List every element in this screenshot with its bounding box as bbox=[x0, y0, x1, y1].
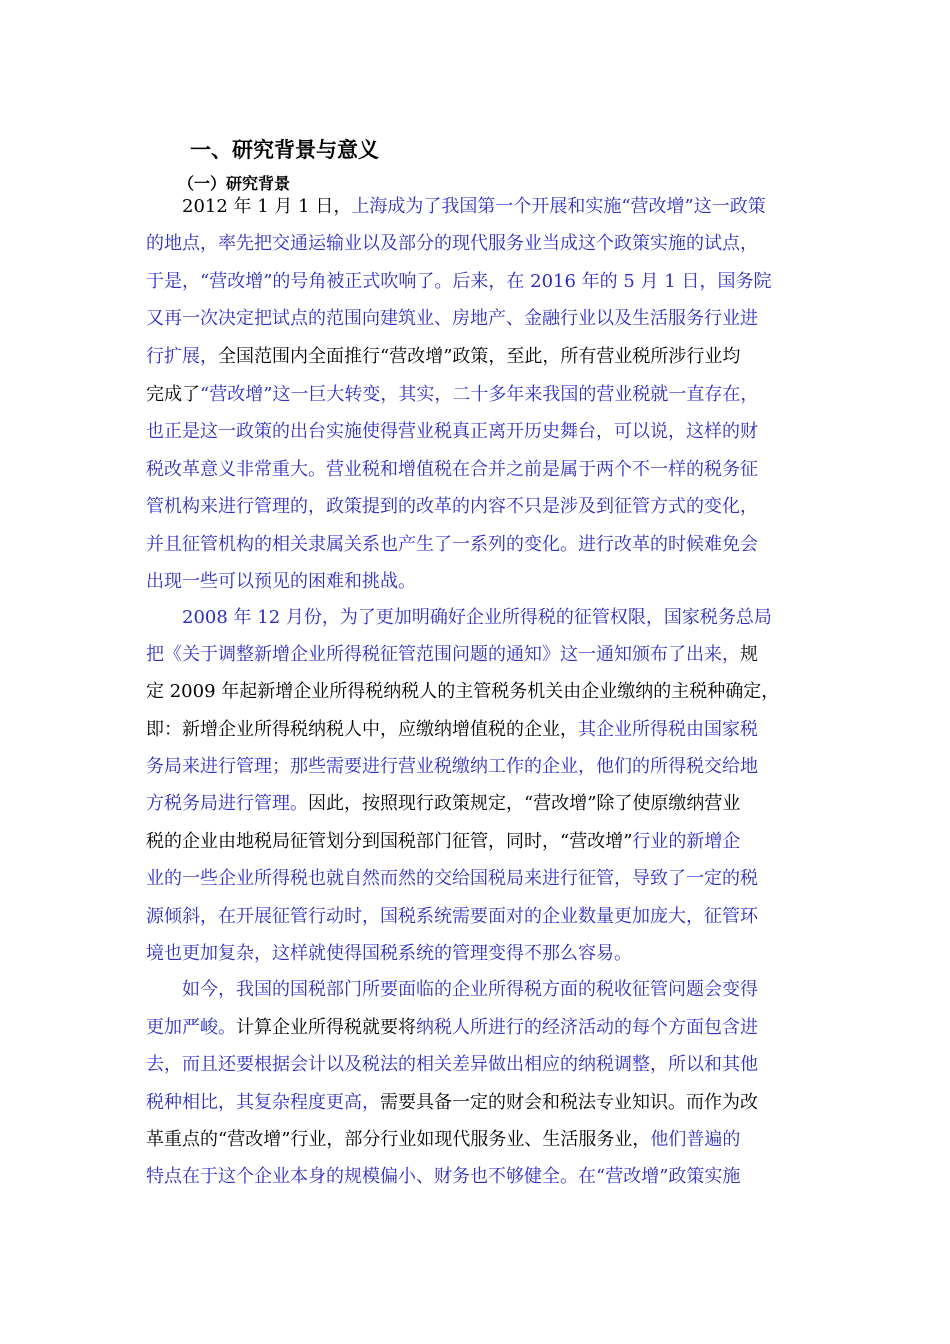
text-run: 他们普遍的 bbox=[650, 1129, 741, 1150]
text-line bbox=[146, 417, 816, 447]
text-line bbox=[182, 975, 816, 1005]
section-heading: 一、研究背景与意义 bbox=[190, 138, 379, 162]
text-line bbox=[146, 789, 816, 819]
text-line bbox=[146, 229, 816, 259]
text-line bbox=[146, 1013, 816, 1043]
text-run: 去，而且还要根据会计以及税法的相关差异做出相应的纳税调整，所以和其他 bbox=[146, 1054, 758, 1075]
text-run: 因此，按照现行政策规定，“营改增”除了使原缴纳营业 bbox=[308, 793, 741, 814]
text-line bbox=[146, 530, 816, 560]
text-line bbox=[146, 455, 816, 485]
text-run: 更加严峻。 bbox=[146, 1017, 236, 1038]
text-run: 税种相比，其复杂程度更高， bbox=[146, 1092, 380, 1113]
text-line bbox=[146, 492, 816, 522]
text-line bbox=[146, 752, 816, 782]
text-line bbox=[182, 192, 816, 222]
text-run: “营改增”这一巨大转变，其实，二十多年来我国的营业税就一直存在， bbox=[200, 384, 759, 405]
text-line bbox=[146, 715, 816, 745]
text-run: 于是，“营改增”的号角被正式吹响了。后来，在 2016 年的 5 月 1 日，国务院 bbox=[146, 271, 772, 292]
text-run: 又再一次决定把试点的范围向建筑业、房地产、金融行业以及生活服务行业进 bbox=[146, 308, 758, 329]
text-run: 的地点，率先把交通运输业以及部分的现代服务业当成这个政策实施的试点， bbox=[146, 233, 758, 254]
text-line bbox=[146, 939, 816, 969]
text-run: 定 2009 年起新增企业所得税纳税人的主管税务机关由企业缴纳的主税种确定， bbox=[146, 681, 780, 702]
text-run: 上海成为了我国第一个开展和实施“营改增”这一政策 bbox=[351, 196, 766, 217]
text-line bbox=[146, 1125, 816, 1155]
subsection-heading: （一）研究背景 bbox=[178, 174, 291, 193]
text-line bbox=[146, 1050, 816, 1080]
text-line bbox=[146, 864, 816, 894]
text-run: 源倾斜，在开展征管行动时，国税系统需要面对的企业数量更加庞大，征管环 bbox=[146, 906, 758, 927]
text-run: 即：新增企业所得税纳税人中，应缴纳增值税的企业， bbox=[146, 719, 578, 740]
text-run: 出现一些可以预见的困难和挑战。 bbox=[146, 571, 416, 592]
text-line bbox=[146, 1088, 816, 1118]
text-run: 2008 年 12 月份，为了更加明确好企业所得税的征管权限，国家税务总局 bbox=[182, 607, 772, 628]
text-run: 计算企业所得税就要将 bbox=[236, 1017, 416, 1038]
text-run: 管机构来进行管理的，政策提到的改革的内容不只是涉及到征管方式的变化， bbox=[146, 496, 758, 517]
text-line bbox=[146, 640, 816, 670]
text-run: 务局来进行管理；那些需要进行营业税缴纳工作的企业，他们的所得税交给地 bbox=[146, 756, 758, 777]
text-run: 税改革意义非常重大。营业税和增值税在合并之前是属于两个不一样的税务征 bbox=[146, 459, 758, 480]
text-line bbox=[146, 342, 816, 372]
text-run: 行扩展， bbox=[146, 346, 218, 367]
text-run: 规 bbox=[740, 644, 758, 665]
text-run: 税的企业由地税局征管划分到国税部门征管，同时，“营改增” bbox=[146, 831, 633, 852]
text-line bbox=[146, 902, 816, 932]
text-run: 并且征管机构的相关隶属关系也产生了一系列的变化。进行改革的时候难免会 bbox=[146, 534, 758, 555]
text-run: 业的一些企业所得税也就自然而然的交给国税局来进行征管，导致了一定的税 bbox=[146, 868, 758, 889]
text-run: 需要具备一定的财会和税法专业知识。而作为改 bbox=[380, 1092, 758, 1113]
text-line bbox=[146, 267, 816, 297]
text-line bbox=[146, 1162, 816, 1192]
text-line bbox=[146, 567, 816, 597]
text-run: 革重点的“营改增”行业，部分行业如现代服务业、生活服务业， bbox=[146, 1129, 651, 1150]
text-run: 其企业所得税由国家税 bbox=[578, 719, 758, 740]
text-run: 全国范围内全面推行“营改增”政策，至此，所有营业税所涉行业均 bbox=[218, 346, 741, 367]
text-run: 把《关于调整新增企业所得税征管范围问题的通知》这一通知颁布了出来， bbox=[146, 644, 740, 665]
text-line bbox=[146, 380, 816, 410]
text-line bbox=[182, 603, 816, 633]
text-line bbox=[146, 827, 816, 857]
text-run: 境也更加复杂，这样就使得国税系统的管理变得不那么容易。 bbox=[146, 943, 632, 964]
text-line bbox=[146, 677, 816, 707]
text-run: 纳税人所进行的经济活动的每个方面包含进 bbox=[416, 1017, 758, 1038]
text-run: 也正是这一政策的出台实施使得营业税真正离开历史舞台，可以说，这样的财 bbox=[146, 421, 758, 442]
text-run: 行业的新增企 bbox=[632, 831, 741, 852]
text-run: 2012 年 1 月 1 日， bbox=[182, 196, 352, 217]
text-run: 特点在于这个企业本身的规模偏小、财务也不够健全。在“营改增”政策实施 bbox=[146, 1166, 741, 1187]
text-run: 如今，我国的国税部门所要面临的企业所得税方面的税收征管问题会变得 bbox=[182, 979, 758, 1000]
text-run: 方税务局进行管理。 bbox=[146, 793, 308, 814]
text-run: 完成了 bbox=[146, 384, 200, 405]
text-line bbox=[146, 304, 816, 334]
